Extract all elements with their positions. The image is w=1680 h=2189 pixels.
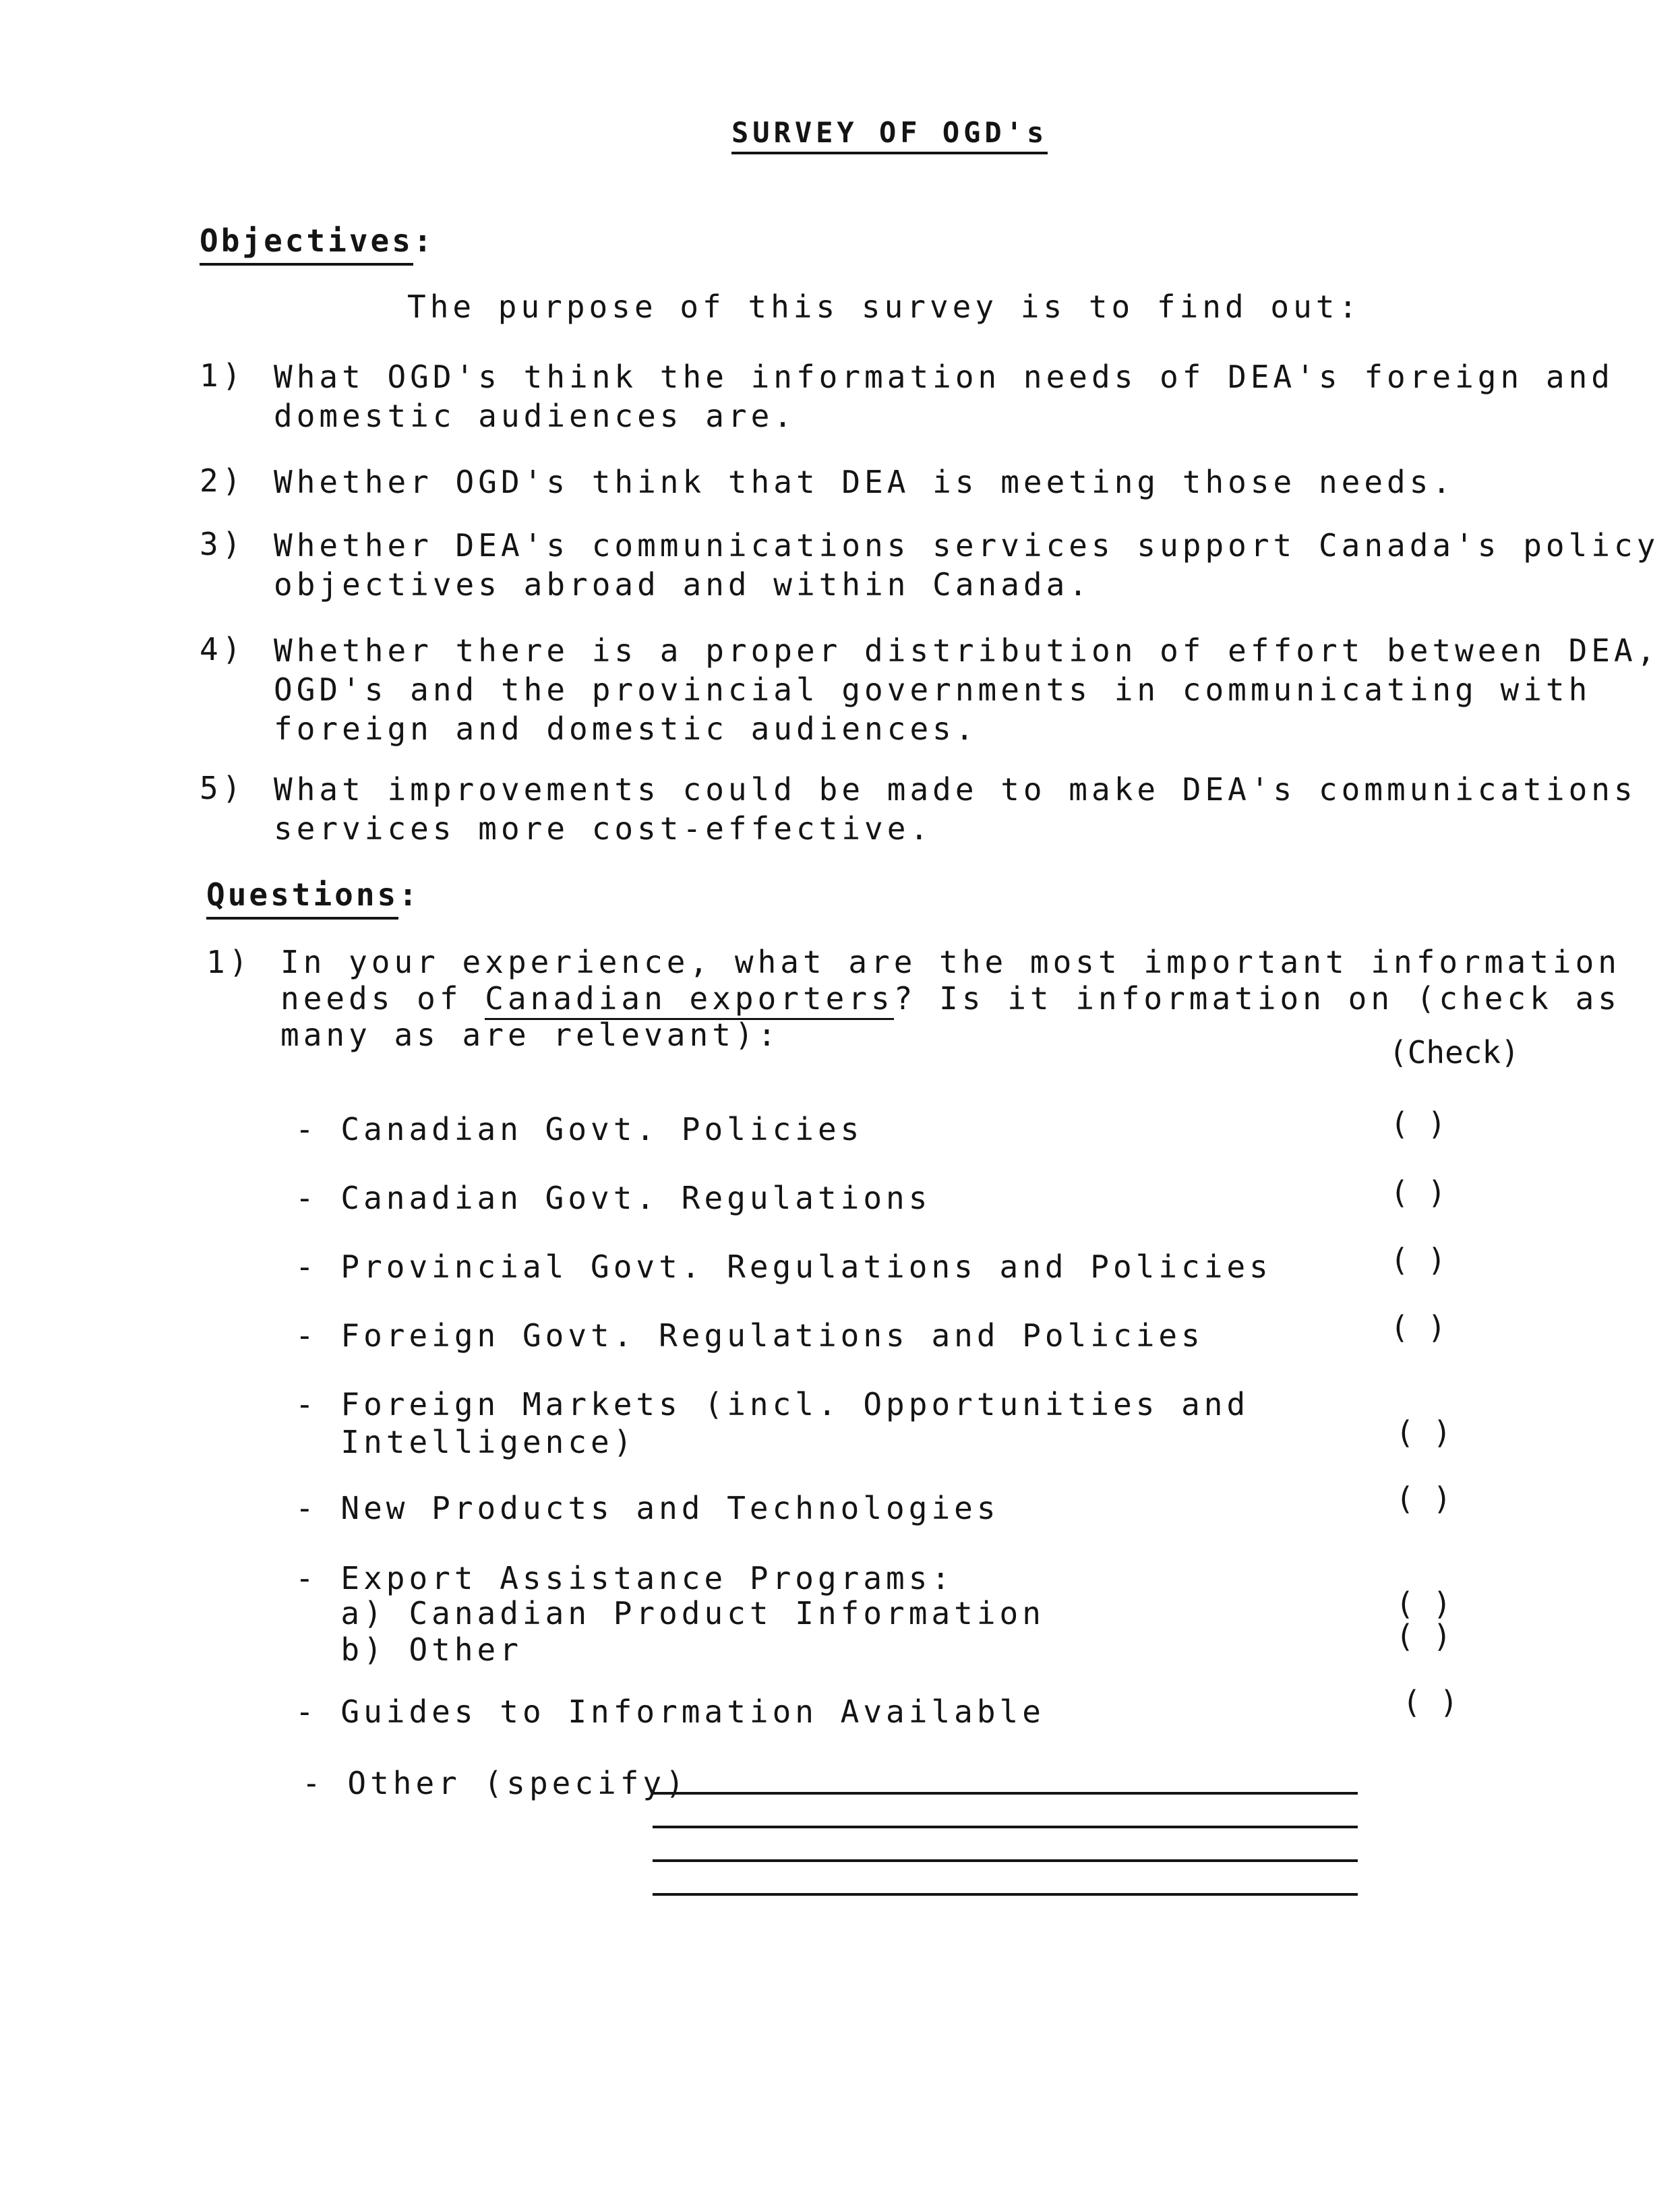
page-title: SURVEY OF OGD's (731, 116, 1048, 154)
objective-item-1 (200, 357, 1614, 436)
checkbox-foreign-govt-regulations[interactable]: ( ) (1390, 1309, 1447, 1346)
checkbox-export-other[interactable]: ( ) (1396, 1618, 1452, 1654)
check-column-header: (Check) (1389, 1034, 1520, 1071)
checkbox-canadian-product-information[interactable]: ( ) (1396, 1586, 1452, 1622)
objective-line: OGD's and the provincial governments in communicating with (274, 671, 1592, 708)
objective-line: What OGD's think the information needs of DEA's foreign and (274, 359, 1614, 395)
objective-number: 5) (200, 770, 245, 806)
objective-number: 1) (200, 357, 245, 394)
objective-line: services more cost-effective. (274, 810, 933, 847)
checkbox-provincial-govt-regulations[interactable]: ( ) (1390, 1242, 1447, 1278)
question-line-2-post: ? Is it information on (check as (893, 980, 1621, 1017)
objective-line: Whether DEA's communications services support Canada's policy (274, 527, 1660, 564)
specify-line-1[interactable] (653, 1792, 1358, 1795)
objectives-heading (200, 222, 435, 259)
canadian-exporters-underline: Canadian exporters (485, 980, 894, 1020)
checkbox-new-products[interactable]: ( ) (1396, 1480, 1452, 1517)
objectives-intro: The purpose of this survey is to find out: (407, 289, 1362, 325)
option-export-assistance-a: a) Canadian Product Information (295, 1595, 1045, 1631)
question-line-2-pre: needs of (280, 980, 485, 1017)
objective-item-3 (200, 526, 1659, 604)
question-line: many as are relevant): (280, 1017, 781, 1053)
specify-line-3[interactable] (653, 1859, 1358, 1862)
option-canadian-govt-policies: - Canadian Govt. Policies (295, 1111, 864, 1147)
option-new-products: - New Products and Technologies (295, 1490, 1000, 1526)
objectives-heading-text: Objectives (200, 222, 413, 266)
objective-number: 3) (200, 526, 245, 562)
option-export-assistance: - Export Assistance Programs: (295, 1560, 955, 1596)
option-provincial-govt-regulations: - Provincial Govt. Regulations and Policies (295, 1249, 1272, 1285)
specify-line-4[interactable] (653, 1893, 1358, 1896)
objective-line: domestic audiences are. (274, 398, 796, 434)
specify-line-2[interactable] (653, 1826, 1358, 1828)
checkbox-canadian-govt-policies[interactable]: ( ) (1390, 1106, 1447, 1142)
checkbox-foreign-markets[interactable]: ( ) (1396, 1414, 1452, 1451)
option-foreign-govt-regulations: - Foreign Govt. Regulations and Policies (295, 1317, 1204, 1354)
questions-heading (206, 876, 420, 913)
objective-item-2 (200, 462, 1455, 502)
objective-line: foreign and domestic audiences. (274, 711, 978, 747)
objective-number: 4) (200, 631, 245, 667)
option-foreign-markets: - Foreign Markets (incl. Opportunities and (295, 1386, 1250, 1422)
option-foreign-markets-line2: Intelligence) (295, 1424, 636, 1460)
objective-line: Whether there is a proper distribution of effort between DEA, (274, 632, 1660, 669)
objective-line: objectives abroad and within Canada. (274, 566, 1091, 603)
objective-line: What improvements could be made to make DEA's communications (274, 771, 1637, 808)
checkbox-canadian-govt-regulations[interactable]: ( ) (1390, 1174, 1447, 1211)
questions-heading-text: Questions (206, 876, 398, 920)
question-number: 1) (206, 944, 252, 980)
objective-number: 2) (200, 462, 245, 499)
question-line: In your experience, what are the most important information (280, 944, 1621, 980)
option-guides: - Guides to Information Available (295, 1693, 1045, 1730)
objective-item-5 (200, 770, 1637, 848)
objective-item-4 (200, 631, 1659, 748)
option-canadian-govt-regulations: - Canadian Govt. Regulations (295, 1180, 932, 1216)
option-export-assistance-b: b) Other (295, 1631, 522, 1668)
objectives-heading-colon: : (413, 222, 435, 259)
checkbox-guides[interactable]: ( ) (1402, 1684, 1459, 1720)
option-other-specify: - Other (specify) (302, 1765, 688, 1801)
questions-heading-colon: : (398, 876, 420, 913)
question-line-2 (280, 980, 1621, 1017)
objective-line: Whether OGD's think that DEA is meeting those needs. (274, 464, 1456, 500)
